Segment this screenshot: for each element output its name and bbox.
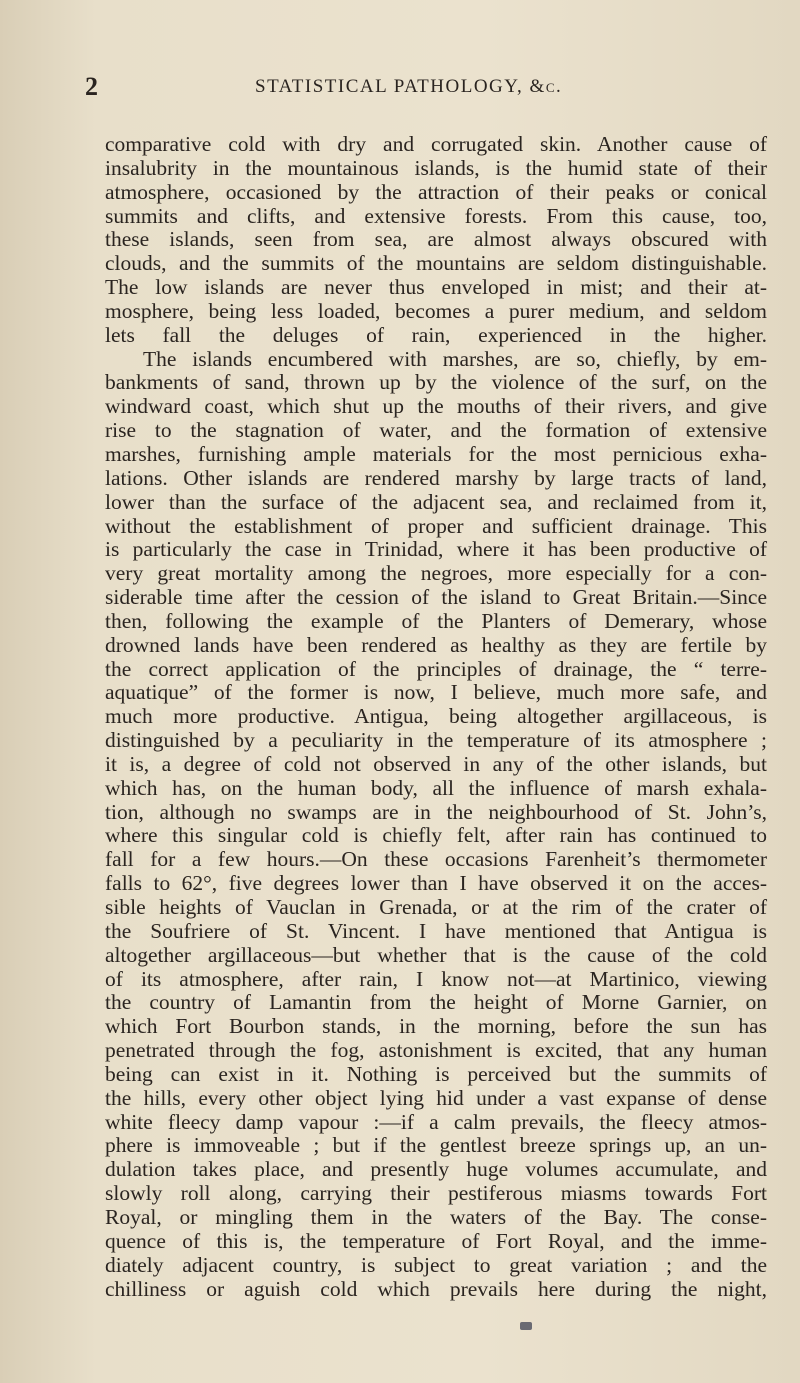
text-line: is particularly the case in Trinidad, where it has been productive of bbox=[105, 537, 767, 562]
text-line: lets fall the deluges of rain, experienced in the higher. bbox=[105, 322, 767, 347]
text-line: slowly roll along, carrying their pestiferous miasms towards Fort bbox=[105, 1181, 767, 1206]
text-line: mosphere, being less loaded, becomes a purer medium, and seldom bbox=[105, 298, 767, 323]
text-line: the correct application of the principles of drainage, the “ terre- bbox=[105, 656, 767, 681]
text-line: siderable time after the cession of the island to Great Britain.—Since bbox=[105, 585, 767, 610]
text-line: falls to 62°, five degrees lower than I have observed it on the acces- bbox=[105, 871, 767, 896]
text-line: atmosphere, occasioned by the attraction of their peaks or conical bbox=[105, 179, 767, 204]
text-line: windward coast, which shut up the mouths of their rivers, and give bbox=[105, 394, 767, 419]
text-line: the country of Lamantin from the height of Morne Garnier, on bbox=[105, 990, 767, 1015]
text-line: insalubrity in the mountainous islands, is the humid state of their bbox=[105, 155, 767, 180]
text-line: marshes, furnishing ample materials for the most pernicious exha- bbox=[105, 441, 767, 466]
text-line: it is, a degree of cold not observed in any of the other islands, but bbox=[105, 751, 767, 776]
text-line: chilliness or aguish cold which prevails here during the night, bbox=[105, 1276, 767, 1301]
text-line: aquatique” of the former is now, I believe, much more safe, and bbox=[105, 680, 767, 705]
ink-mark bbox=[520, 1322, 532, 1330]
text-line: quence of this is, the temperature of Fort Royal, and the imme- bbox=[105, 1228, 767, 1253]
text-line: of its atmosphere, after rain, I know not—at Martinico, viewing bbox=[105, 966, 767, 991]
text-line: fall for a few hours.—On these occasions Farenheit’s thermometer bbox=[105, 847, 767, 872]
text-line: these islands, seen from sea, are almost always obscured with bbox=[105, 227, 767, 252]
text-line: much more productive. Antigua, being altogether argillaceous, is bbox=[105, 704, 767, 729]
text-line: very great mortality among the negroes, more especially for a con- bbox=[105, 561, 767, 586]
text-line: white fleecy damp vapour :—if a calm prevails, the fleecy atmos- bbox=[105, 1109, 767, 1134]
text-line: penetrated through the fog, astonishment is excited, that any human bbox=[105, 1038, 767, 1063]
text-line: The low islands are never thus enveloped in mist; and their at- bbox=[105, 275, 767, 300]
text-line: lower than the surface of the adjacent sea, and reclaimed from it, bbox=[105, 489, 767, 514]
text-line: phere is immoveable ; but if the gentlest breeze springs up, an un- bbox=[105, 1133, 767, 1158]
text-line: without the establishment of proper and sufficient drainage. This bbox=[105, 513, 767, 538]
text-line: sible heights of Vauclan in Grenada, or at the rim of the crater of bbox=[105, 895, 767, 919]
text-line: which has, on the human body, all the influence of marsh exhala- bbox=[105, 775, 767, 800]
text-line: clouds, and the summits of the mountains are seldom distinguishable. bbox=[105, 251, 767, 276]
text-line: which Fort Bourbon stands, in the morning, before the sun has bbox=[105, 1014, 767, 1039]
text-line: diately adjacent country, is subject to great variation ; and the bbox=[105, 1252, 767, 1277]
text-line: The islands encumbered with marshes, are so, chiefly, by em- bbox=[143, 346, 767, 371]
text-line: then, following the example of the Planters of Demerary, whose bbox=[105, 608, 767, 633]
text-line: dulation takes place, and presently huge volumes accumulate, and bbox=[105, 1157, 767, 1182]
text-line: comparative cold with dry and corrugated skin. Another cause of bbox=[105, 132, 767, 156]
text-line: tion, although no swamps are in the neighbourhood of St. John’s, bbox=[105, 799, 767, 824]
page-number: 2 bbox=[85, 72, 98, 101]
text-line: altogether argillaceous—but whether that is the cause of the cold bbox=[105, 942, 767, 967]
running-title: STATISTICAL PATHOLOGY, &c. bbox=[255, 76, 563, 97]
page-header bbox=[85, 72, 765, 102]
body-text bbox=[105, 133, 767, 1301]
text-line: being can exist in it. Nothing is perceived but the summits of bbox=[105, 1061, 767, 1086]
text-line: the Soufriere of St. Vincent. I have mentioned that Antigua is bbox=[105, 918, 767, 943]
text-line: where this singular cold is chiefly felt, after rain has continued to bbox=[105, 823, 767, 848]
text-line: summits and clifts, and extensive forests. From this cause, too, bbox=[105, 203, 767, 228]
text-line: lations. Other islands are rendered marshy by large tracts of land, bbox=[105, 465, 767, 490]
text-line: distinguished by a peculiarity in the temperature of its atmosphere ; bbox=[105, 728, 767, 753]
text-line: bankments of sand, thrown up by the violence of the surf, on the bbox=[105, 370, 767, 395]
text-line: Royal, or mingling them in the waters of the Bay. The conse- bbox=[105, 1204, 767, 1229]
text-line: rise to the stagnation of water, and the formation of extensive bbox=[105, 418, 767, 443]
text-line: drowned lands have been rendered as healthy as they are fertile by bbox=[105, 632, 767, 657]
text-line: the hills, every other object lying hid under a vast expanse of dense bbox=[105, 1085, 767, 1110]
